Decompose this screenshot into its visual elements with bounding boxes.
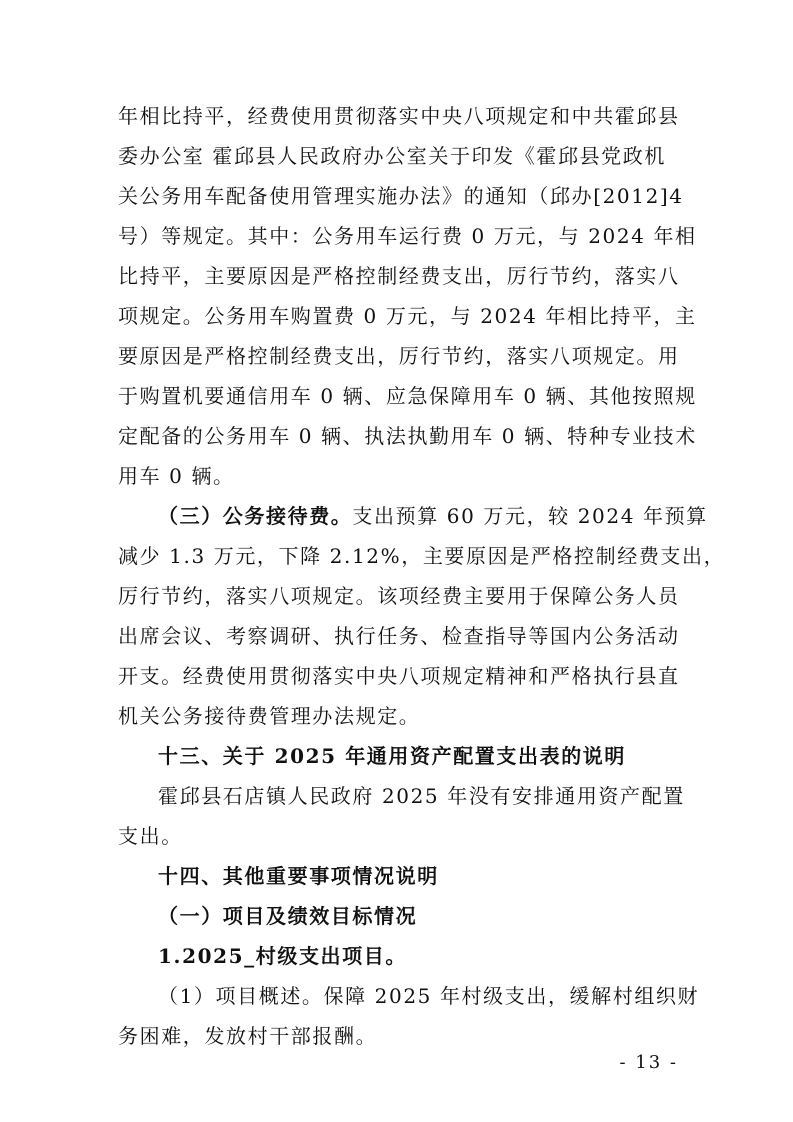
paragraph-line: 号）等规定。其中：公务用车运行费 0 万元，与 2024 年相 [118,224,697,248]
hospitality-line: 机关公务接待费管理办法规定。 [118,704,421,728]
hospitality-heading: （三）公务接待费。 [158,504,353,528]
hospitality-line: 厉行节约，落实八项规定。该项经费主要用于保障公务人员 [118,584,680,608]
paragraph-line: 定配备的公务用车 0 辆、执法执勤用车 0 辆、特种专业技术 [118,424,697,448]
project-overview-line: （1）项目概述。保障 2025 年村级支出，缓解村组织财 [158,984,700,1008]
hospitality-line: 出席会议、考察调研、执行任务、检查指导等国内公务活动 [118,624,680,648]
section14-subtitle: （一）项目及绩效目标情况 [158,904,418,928]
hospitality-first-line [158,496,708,536]
section14-title: 十四、其他重要事项情况说明 [158,864,439,888]
hospitality-line: 减少 1.3 万元，下降 2.12%，主要原因是严格控制经费支出， [118,544,726,568]
section13-body-line: 霍邱县石店镇人民政府 2025 年没有安排通用资产配置 [158,784,685,808]
project-overview-line: 务困难，发放村干部报酬。 [118,1024,378,1048]
section13-title: 十三、关于 2025 年通用资产配置支出表的说明 [158,744,626,768]
page-number: - 13 - [619,1052,678,1073]
hospitality-line: 开支。经费使用贯彻落实中央八项规定精神和严格执行县直 [118,664,680,688]
paragraph-line: 比持平，主要原因是严格控制经费支出，厉行节约，落实八 [118,264,680,288]
section13-body-line: 支出。 [118,824,183,848]
paragraph-line: 委办公室 霍邱县人民政府办公室关于印发《霍邱县党政机 [118,144,666,168]
paragraph-line: 年相比持平，经费使用贯彻落实中央八项规定和中共霍邱县 [118,104,680,128]
paragraph-line: 于购置机要通信用车 0 辆、应急保障用车 0 辆、其他按照规 [118,384,697,408]
paragraph-line: 关公务用车配备使用管理实施办法》的通知（邱办[2012]4 [118,184,684,208]
paragraph-line: 项规定。公务用车购置费 0 万元，与 2024 年相比持平，主 [118,304,697,328]
hospitality-first-line-text: 支出预算 60 万元，较 2024 年预算 [352,504,708,528]
paragraph-line: 要原因是严格控制经费支出，厉行节约，落实八项规定。用 [118,344,680,368]
project-item-title: 1.2025_村级支出项目。 [158,944,407,968]
paragraph-line: 用车 0 辆。 [118,464,235,488]
